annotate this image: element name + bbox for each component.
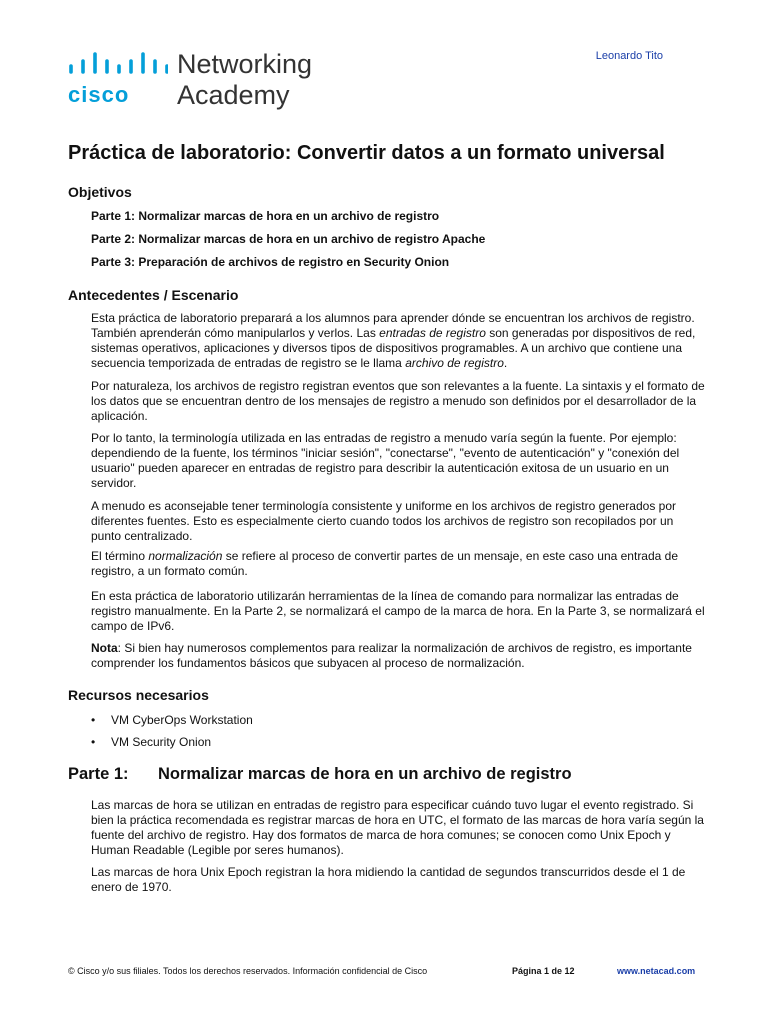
- objectives-heading: Objetivos: [68, 184, 132, 200]
- author-name: Leonardo Tito: [595, 50, 663, 62]
- objective-item: Parte 1: Normalizar marcas de hora en un archivo de registro: [91, 209, 440, 223]
- background-paragraph-6: En esta práctica de laboratorio utilizarán herramientas de la línea de comando para normalizar las entradas de registro manualmente. En la Parte 2, se normalizará el campo de la marca de hora. En la Parte 3, se normalizará el campo de IPv6.: [91, 589, 705, 633]
- background-paragraph-4: A menudo es aconsejable tener terminología consistente y uniforme en los archivos de registro generados por diferentes fuentes. Esto es especialmente cierto cuando todos los archivos de registro son recopilados por un punto centralizado.: [91, 499, 677, 543]
- background-heading: Antecedentes / Escenario: [68, 287, 239, 303]
- objective-item: Parte 2: Normalizar marcas de hora en un archivo de registro Apache: [91, 232, 486, 246]
- background-paragraph-2: Por naturaleza, los archivos de registro registran eventos que son relevantes a la fuente. La sintaxis y el formato de los datos que se encuentran dentro de los mensajes de registro a menudo son definidos por el desarrollador de la aplicación.: [91, 379, 705, 423]
- background-paragraph-5: El término normalización se refiere al proceso de convertir partes de un mensaje, en este caso una entrada de registro, a un formato común.: [91, 549, 679, 578]
- part1-paragraph-1: Las marcas de hora se utilizan en entradas de registro para especificar cuándo tuvo lugar el evento registrado. Si bien la práctica recomendada es registrar marcas de hora en UTC, el formato de las marcas de hora varía según la fuente del archivo de registro. Hay dos formatos de marca de hora comunes; se conocen como Unix Epoch y Human Readable (Legible por seres humanos).: [91, 798, 704, 857]
- list-item: • VM CyberOps Workstation: [91, 713, 253, 727]
- note-paragraph: Nota: Si bien hay numerosos complementos para realizar la normalización de archivos de registro, es importante comprender los fundamentos básicos que subyacen al proceso de normalización.: [91, 641, 692, 670]
- bullet-icon: •: [91, 735, 96, 749]
- note-label: Nota: [91, 641, 118, 655]
- term-archivo: archivo de registro: [405, 356, 504, 370]
- background-paragraph-3: Por lo tanto, la terminología utilizada en las entradas de registro a menudo varía según la fuente. Por ejemplo: dependiendo de la fuente, los términos "iniciar sesión", "conectarse", "evento de autenticación" y "conexión del usuario" pueden aparecer en entradas de registro para describir la autenticación exitosa de un usuario en un servidor.: [91, 431, 680, 490]
- footer-page-number: Página 1 de 12: [512, 966, 575, 976]
- cisco-wordmark: cisco: [68, 82, 130, 107]
- resources-heading: Recursos necesarios: [68, 687, 209, 703]
- part1-paragraph-2: Las marcas de hora Unix Epoch registran la hora midiendo la cantidad de segundos transcurridos desde el 1 de enero de 1970.: [91, 865, 686, 894]
- logo-academy: Academy: [177, 80, 290, 110]
- list-item: • VM Security Onion: [91, 735, 212, 749]
- cisco-networking-academy-logo: [68, 49, 328, 112]
- term-entradas: entradas de registro: [379, 326, 486, 340]
- term-normalizacion: normalización: [148, 549, 223, 563]
- logo-networking: Networking: [177, 49, 313, 79]
- footer-copyright: © Cisco y/o sus filiales. Todos los derechos reservados. Información confidencial de Cisco: [68, 966, 428, 976]
- objective-item: Parte 3: Preparación de archivos de registro en Security Onion: [91, 255, 450, 269]
- cisco-bridge-icon: [68, 52, 168, 80]
- page-title: Práctica de laboratorio: Convertir datos a un formato universal: [68, 142, 665, 164]
- bullet-icon: •: [91, 713, 96, 727]
- part1-heading: Parte 1: Normalizar marcas de hora en un archivo de registro: [68, 765, 572, 783]
- background-paragraph-1: Esta práctica de laboratorio preparará a los alumnos para aprender dónde se encuentran los archivos de registro. También aprenderán cómo manipularlos y verlos. Las entradas de registro son generadas por dispositivos de red, sistemas operativos, aplicaciones y diversos tipos de dispositivos programables. A un archivo que contiene una secuencia temporizada de entradas de registro se le llama archivo de registro.: [91, 311, 696, 370]
- footer-site-link[interactable]: www.netacad.com: [617, 966, 696, 976]
